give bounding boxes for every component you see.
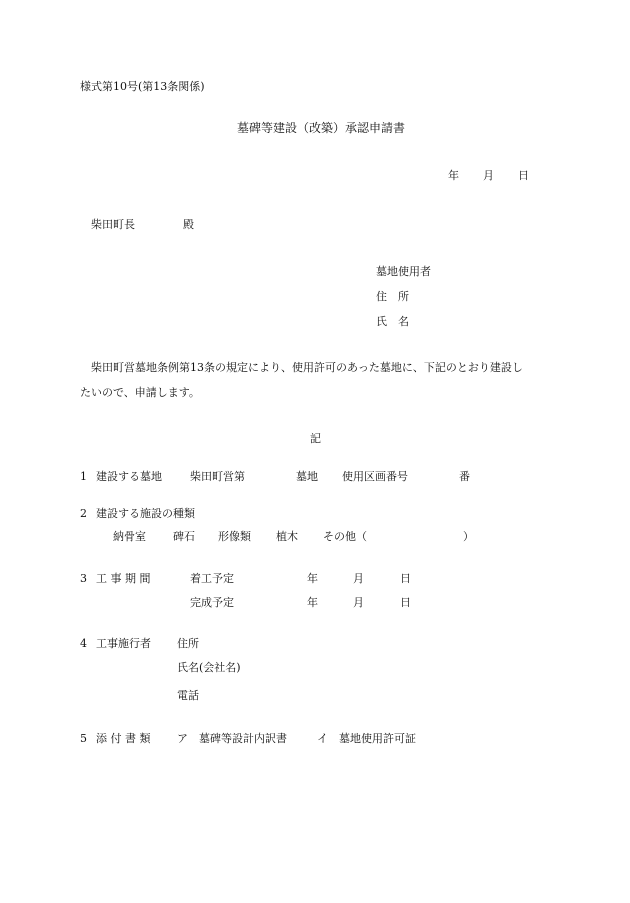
item-3-end-label: 完成予定 xyxy=(190,596,234,609)
body-text-line1: 柴田町営墓地条例第13条の規定により、使用許可のあった墓地に、下記のとおり建設し xyxy=(91,361,523,374)
item-1-bochi: 墓地 xyxy=(296,470,318,483)
item-5-label: 添 付 書 類 xyxy=(96,732,151,745)
item-4-phone: 電話 xyxy=(177,689,199,702)
applicant-name: 氏 名 xyxy=(376,315,409,328)
addressee-honorific: 殿 xyxy=(183,218,194,231)
item-4-label: 工事施行者 xyxy=(96,637,151,650)
item-3-end-year: 年 xyxy=(307,596,318,609)
item-1-label: 建設する墓地 xyxy=(96,470,162,483)
ki-heading: 記 xyxy=(310,432,321,445)
item-3-start-year: 年 xyxy=(307,572,318,585)
item-3-start-day: 日 xyxy=(400,572,411,585)
item-2-option-noukotsushitsu: 納骨室 xyxy=(113,530,146,543)
item-5-doc-b: イ 墓地使用許可証 xyxy=(317,732,416,745)
item-1-suffix: 番 xyxy=(459,470,470,483)
item-1-section-label: 使用区画番号 xyxy=(342,470,408,483)
item-2-option-sonota: その他（ xyxy=(323,530,367,543)
item-2-number: 2 xyxy=(80,507,87,520)
item-3-number: 3 xyxy=(80,572,87,585)
item-2-label: 建設する施設の種類 xyxy=(96,507,195,520)
page-title: 墓碑等建設（改築）承認申請書 xyxy=(237,121,406,135)
applicant-address: 住 所 xyxy=(376,290,409,303)
item-5-doc-a: ア 墓碑等設計内訳書 xyxy=(177,732,287,745)
addressee-name: 柴田町長 xyxy=(91,218,135,231)
item-2-option-keizourui: 形像類 xyxy=(218,530,251,543)
applicant-label: 墓地使用者 xyxy=(376,265,431,278)
item-1-number: 1 xyxy=(80,470,87,483)
form-number: 様式第10号(第13条関係) xyxy=(80,80,205,93)
item-2-close-paren: ） xyxy=(463,530,474,543)
item-2-option-hiseki: 碑石 xyxy=(173,530,195,543)
item-3-end-day: 日 xyxy=(400,596,411,609)
body-text-line2: たいので、申請します。 xyxy=(80,386,200,399)
item-4-number: 4 xyxy=(80,637,87,650)
item-4-address: 住所 xyxy=(177,637,199,650)
item-1-prefix: 柴田町営第 xyxy=(190,470,245,483)
date-day: 日 xyxy=(518,169,529,182)
date-year: 年 xyxy=(448,169,459,182)
item-2-option-ueki: 植木 xyxy=(276,530,298,543)
item-3-label: 工 事 期 間 xyxy=(96,572,151,585)
item-3-start-month: 月 xyxy=(353,572,364,585)
item-3-start-label: 着工予定 xyxy=(190,572,234,585)
item-3-end-month: 月 xyxy=(353,596,364,609)
item-4-name: 氏名(会社名) xyxy=(177,661,241,674)
item-5-number: 5 xyxy=(80,732,87,745)
date-month: 月 xyxy=(483,169,494,182)
